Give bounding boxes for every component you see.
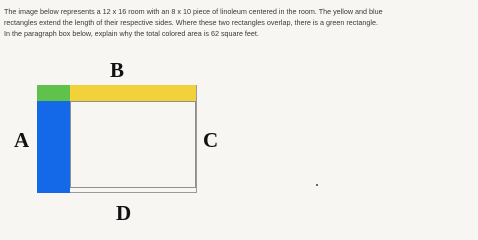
side-label-d: D — [116, 201, 132, 225]
problem-line-3: In the paragraph box below, explain why the total colored area is 62 square feet. — [4, 29, 259, 39]
blue-rectangle — [37, 101, 70, 193]
problem-line-2: rectangles extend the length of their respective sides. Where these two rectangles overlap, there is a green rectangle. — [4, 18, 378, 28]
side-label-b: B — [110, 58, 125, 82]
side-label-a: A — [14, 128, 30, 152]
linoleum-outline — [70, 101, 196, 188]
stray-dot — [316, 184, 318, 186]
room-diagram — [37, 85, 197, 193]
problem-statement — [4, 6, 474, 40]
green-overlap-rectangle — [37, 85, 70, 101]
side-label-c: C — [203, 128, 219, 152]
yellow-rectangle — [70, 85, 196, 101]
problem-line-1: The image below represents a 12 x 16 room with an 8 x 10 piece of linoleum centered in the room. The yellow and blue — [4, 7, 383, 16]
